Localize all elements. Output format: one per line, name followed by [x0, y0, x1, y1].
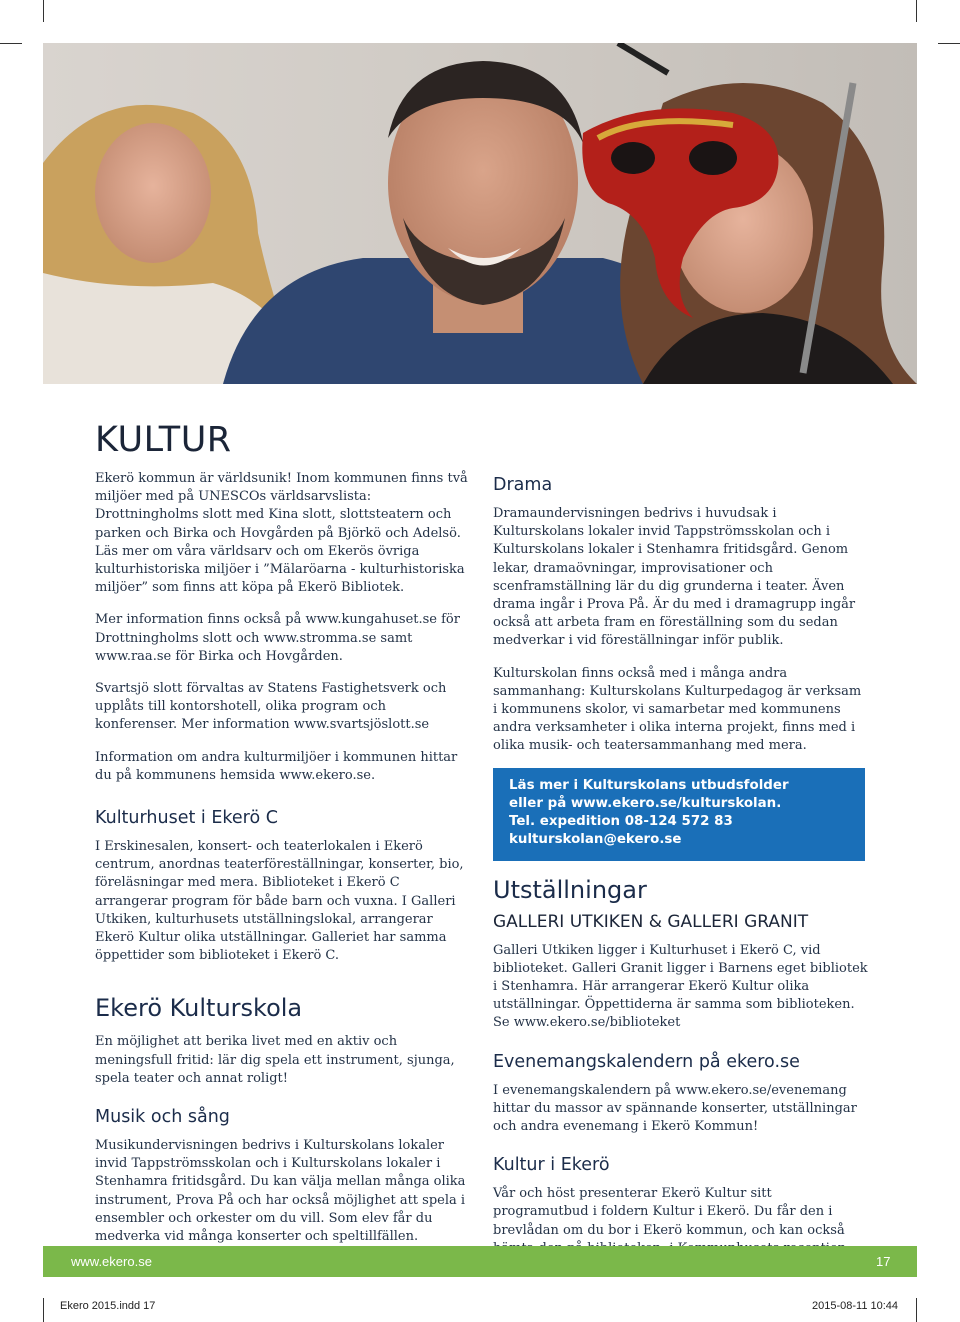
- kultur-paragraph: Vår och höst presenterar Ekerö Kultur sitt programutbud i foldern Kultur i Ekerö. Du får den i brevlådan om du bor i Ekerö kommun, och kan också: [493, 1186, 845, 1238]
- footer-url[interactable]: www.ekero.se: [71, 1254, 152, 1269]
- hero-photo: [43, 43, 917, 384]
- crop-mark: [916, 1298, 917, 1322]
- crop-mark: [0, 43, 22, 44]
- kulturskolan-paragraph: Kulturskolan finns också med i många andra sammanhang: Kulturskolans Kulturpedagog är verksam i kommunens skolor, vi samarbetar med kommunens andra verksamheter i olika interna projekt, finns med i olika musik- och teatersammanhang med mera.: [493, 665, 862, 754]
- crop-mark: [916, 0, 917, 22]
- kulturskola-paragraph: En möjlighet att berika livet med en aktiv och meningsfull fritid: lär dig spela ett instrument, sjunga, spela teater och annat roligt!: [95, 1034, 455, 1086]
- kulturskolan-info-box: [493, 768, 865, 861]
- svartsjo-paragraph: Svartsjö slott förvaltas av Statens Fastighetsverk och upplåts till kontorshotell, olika program och konferenser. Mer information www.svartsjöslott.se: [95, 681, 447, 733]
- slug-filename: Ekero 2015.indd 17: [60, 1300, 156, 1312]
- other-info-paragraph: Information om andra kulturmiljöer i kommunen hittar du på kommunens hemsida www.ekero.se.: [95, 749, 458, 783]
- info-box-phone: Tel. expedition 08-124 572 83: [509, 814, 733, 830]
- page-number: 17: [876, 1254, 891, 1269]
- kultur-heading: Kultur i Ekerö: [493, 1155, 610, 1176]
- galleri-paragraph: Galleri Utkiken ligger i Kulturhuset i Ekerö C, vid biblioteket. Galleri Granit ligger i Barnens eget bibliotek i Stenhamra. Här arrangerar Ekerö Kultur olika utställningar. Öppettiderna är samma som biblioteken.: [493, 942, 868, 1013]
- info-box-email[interactable]: kulturskolan@ekero.se: [509, 832, 682, 848]
- info-box-link[interactable]: eller på www.ekero.se/kulturskolan.: [509, 795, 782, 811]
- drama-paragraph: Dramaundervisningen bedrivs i huvudsak i Kulturskolans lokaler invid Tappströmsskolan och i Kulturskolans lokaler i Stenhamra fritidsgård. Genom lekar, dramaövningar, improvisationer och scenframställning lär du dig grunderna i teater. Även drama ingår i Prova På. Är du med i dramagrupp ingår också att arbeta fram en föreställning som du sedan medverkar i vid föreställningar inför publik.: [493, 506, 856, 649]
- kulturskola-heading: Ekerö Kulturskola: [95, 994, 303, 1023]
- more-info-paragraph: Mer information finns också på www.kungahuset.se för Drottningholms slott och www.stromma.se samt www.raa.se för Birka och Hovgården.: [95, 612, 460, 664]
- page-title: KULTUR: [95, 420, 232, 460]
- crop-mark: [938, 43, 960, 44]
- left-column: [95, 470, 468, 1260]
- slug-timestamp: 2015-08-11 10:44: [812, 1300, 899, 1312]
- kulturhuset-paragraph: I Erskinesalen, konsert- och teaterlokalen i Ekerö centrum, anordnas teaterföreställningar, konserter, bio, föreläsningar med mera. Biblioteket i Ekerö C arrangerar program för både barn och vuxna. I Galleri Utkiken, kulturhusets utställningslokal, arrangerar Ekerö Kultur olika utställningar. Galleriet har samma öppettider som biblioteket i Ekerö C.: [95, 839, 464, 964]
- right-column: [493, 470, 868, 1290]
- musik-paragraph: Musikundervisningen bedrivs i Kulturskolans lokaler invid Tappströmsskolan och i Kulturskolans lokaler i Stenhamra fritidsgård. Du kan välja mellan många olika instrument, Prova På och har också möjlighet att spela i ensembler och orkester om du vill. Som elev får du medverka vid många konserter och speltillfällen.: [95, 1138, 466, 1245]
- galleri-link[interactable]: Se www.ekero.se/biblioteket: [493, 1015, 681, 1031]
- evenemang-paragraph: I evenemangskalendern på www.ekero.se/evenemang hittar du massor av spännande konserter, utställningar och andra evenemang i Ekerö Kommun!: [493, 1082, 857, 1135]
- drama-heading: Drama: [493, 475, 553, 495]
- musik-heading: Musik och sång: [95, 1107, 230, 1128]
- crop-mark: [43, 0, 44, 22]
- intro-paragraph: Ekerö kommun är världsunik! Inom kommunen finns två miljöer med på UNESCOs världsarvslista: Drottningholms slott med Kina slott, slottsteatern och parken och Birka och Hovgården på Björkö och Adelsö. Läs mer om våra världsarv och om Ekerös övriga kulturhistoriska miljöer i ”Mälaröarna - kulturhistoriska miljöer” som finns att köpa på Ekerö Bibliotek.: [95, 471, 468, 596]
- crop-mark: [43, 1298, 44, 1322]
- kulturhuset-heading: Kulturhuset i Ekerö C: [95, 808, 278, 829]
- info-box-line: Läs mer i Kulturskolans utbudsfolder: [509, 777, 789, 793]
- footer-bar: [43, 1246, 917, 1277]
- galleri-heading: GALLERI UTKIKEN & GALLERI GRANIT: [493, 911, 809, 932]
- evenemang-heading: Evenemangskalendern på ekero.se: [493, 1051, 800, 1072]
- utstallningar-heading: Utställningar: [493, 875, 647, 904]
